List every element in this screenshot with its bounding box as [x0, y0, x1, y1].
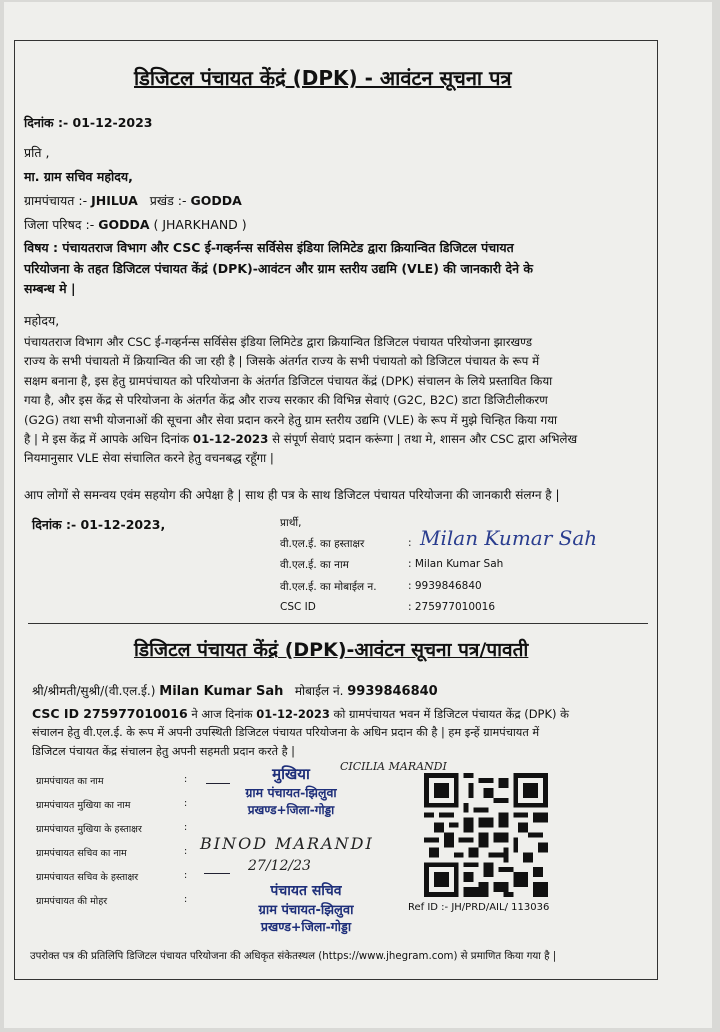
dash-mark: [204, 873, 230, 874]
district-line: [24, 216, 247, 233]
block-label: प्रखंड :-: [149, 193, 187, 208]
body-text: है | मे इस केंद्र में आपके अधिन दिनांक: [24, 432, 193, 447]
vle-signature: Milan Kumar Sah: [420, 526, 598, 550]
receipt-line4: डिजिटल पंचायत केंद्र संचालन हेतु अपनी सहमती प्रदान करते है |: [32, 745, 295, 758]
vle-mobile-label: वी.एल.ई. का मोबाईल न.: [280, 581, 377, 593]
receipt-text: को ग्रामपंचायत भवन में डिजिटल पंचायत केंद्र (DPK) के: [329, 707, 570, 721]
gp-label: ग्रामपंचायत :-: [24, 193, 88, 208]
closing-date: दिनांक :- 01-12-2023,: [32, 517, 166, 532]
vle-signature-label: वी.एल.ई. का हस्ताक्षर: [280, 538, 365, 550]
row-label: ग्रामपंचायत की मोहर: [36, 896, 108, 907]
mukhiya-stamp: [236, 764, 346, 818]
prati-text: प्रति ,: [24, 145, 50, 160]
row-colon: :: [184, 798, 188, 809]
body-line: पंचायतराज विभाग और CSC ई-गव्हर्नन्स सर्विसेस इंडिया लिमिटेड द्वारा क्रियान्वित डिजिटल पंचायत परियोजना झारखण्ड: [24, 335, 533, 349]
receipt-line2: [32, 706, 569, 722]
sachiv-stamp: [236, 881, 376, 935]
stamp-line: पंचायत सचिव: [270, 883, 342, 899]
letter-title: डिजिटल पंचायत केंद्रं (DPK) - आवंटन सूचना पत्र: [134, 66, 512, 90]
block-value: GODDA: [190, 193, 242, 208]
addressee: मा. ग्राम सचिव महोदय,: [24, 169, 133, 184]
stamp-line: ग्राम पंचायत-झिलुवा: [258, 903, 354, 918]
body-paragraph: [24, 333, 642, 469]
row-colon: :: [184, 774, 188, 785]
sachiv-name-handwritten: BINOD MARANDI: [200, 834, 374, 853]
csc-id-bold: CSC ID 275977010016: [32, 706, 188, 721]
row-label: ग्रामपंचायत का नाम: [36, 776, 104, 787]
district-value: GODDA: [98, 217, 150, 232]
subject-line: सम्बन्ध मे |: [24, 281, 76, 296]
row-label: ग्रामपंचायत सचिव का नाम: [36, 848, 127, 859]
qr-code-icon: [424, 773, 548, 897]
subject-line: परियोजना के तहत डिजिटल पंचायत केंद्रं (DPK)-आवंटन और ग्राम स्तरीय उद्यमि (VLE) की जानकारी देने के: [24, 260, 533, 276]
subject-line: विषय : पंचायतराज विभाग और CSC ई-गव्हर्नन्स सर्विसेस इंडिया लिमिटेड द्वारा क्रियान्वित डिजिटल पंचायत: [24, 240, 514, 255]
row-label: ग्रामपंचायत मुखिया का नाम: [36, 800, 131, 811]
vle-name-bold: Milan Kumar Sah: [159, 684, 284, 699]
vle-prefix: श्री/श्रीमती/सुश्री/(वी.एल.ई.): [32, 684, 156, 698]
gp-value: JHILUA: [91, 193, 138, 208]
body-line: सक्षम बनाना है, इस हेतु ग्रामपंचायत को परियोजना के अंतर्गत डिजिटल पंचायत केंद्रं (DPK) संचालन के लिये प्रस्तावित किया: [24, 373, 553, 388]
receipt-text: ने आज दिनांक: [187, 707, 257, 721]
row-colon: :: [184, 870, 188, 881]
body-line: (G2G) तथा सभी योजनाओं की सूचना और सेवा प्रदान करने हेतु ग्राम स्तरीय उद्यमि (VLE) के रूप में मुझे चिन्हित किया गया: [24, 412, 558, 427]
reference-id: Ref ID :- JH/PRD/AIL/ 113036: [408, 902, 550, 913]
row-colon: :: [184, 894, 188, 905]
receipt-line3: संचालन हेतु वी.एल.ई. के रूप में अपनी उपस्थिती डिजिटल पंचायत परियोजना के अधिन प्रदान की है | हम इन्हें ग्रामपंचायत में: [32, 726, 540, 739]
sachiv-signature: 27/12/23: [248, 858, 311, 874]
closing-line: आप लोगों से समन्वय एवंम सहयोग की अपेक्षा है | साथ ही पत्र के साथ डिजिटल पंचायत परियोजना की जानकारी संलग्न है |: [24, 488, 560, 502]
body-line-with-date: [24, 430, 642, 449]
stamp-line: मुखिया: [272, 765, 310, 783]
row-colon: :: [184, 846, 188, 857]
body-line: गया है, और इस केंद्र से परियोजना के अंतर्गत केंद्र और राज्य सरकार की विभिन्न सेवाएं (G2C, B2C) डाटा डिजिटीलीकरण: [24, 393, 548, 408]
dash-mark: [206, 783, 230, 784]
row-colon: :: [184, 822, 188, 833]
csc-id-label: CSC ID: [280, 601, 316, 613]
mukhiya-name-handwritten: CICILIA MARANDI: [340, 760, 447, 773]
stamp-line: प्रखण्ड+जिला-गोड्डा: [247, 803, 335, 817]
body-line: नियमानुसार VLE सेवा संचालित करने हेतु वचनबद्ध रहूँगा |: [24, 451, 274, 466]
vle-name: : Milan Kumar Sah: [408, 558, 504, 570]
stamp-line: ग्राम पंचायत-झिलुवा: [245, 785, 337, 800]
mobile-label: मोबाईल नं.: [294, 684, 344, 698]
service-date: 01-12-2023: [192, 432, 269, 447]
receipt-date: 01-12-2023: [256, 707, 330, 721]
receipt-title: डिजिटल पंचायत केंद्रं (DPK)-आवंटन सूचना पत्र/पावती: [134, 639, 529, 661]
subject-block: [24, 238, 644, 300]
body-line: राज्य के सभी पंचायतो में क्रियान्वित की जा रही है | जिसके अंतर्गत राज्य के सभी पंचायतो को डिजिटल पंचायत के रूप में: [24, 354, 540, 369]
row-label: ग्रामपंचायत सचिव के हस्ताक्षर: [36, 872, 139, 883]
state-value: ( JHARKHAND ): [153, 217, 247, 232]
section-divider: [28, 623, 648, 624]
gram-panchayat-line: [24, 192, 242, 209]
footer-note: उपरोक्त पत्र की प्रतिलिपि डिजिटल पंचायत परियोजना की अधिकृत संकेतस्थल (https://www.jhegram.com) से प्रमाणित किया गया है |: [30, 951, 557, 962]
stamp-line: प्रखण्ड+जिला-गोड्डा: [260, 919, 352, 934]
vle-mobile: : 9939846840: [408, 580, 482, 592]
mobile-value: 9939846840: [347, 684, 438, 699]
applicant-label: प्रार्थी,: [280, 517, 302, 529]
district-label: जिला परिषद :-: [24, 217, 95, 232]
row-label: ग्रामपंचायत मुखिया के हस्ताक्षर: [36, 824, 142, 835]
csc-id-value: : 275977010016: [408, 601, 496, 613]
body-text: से संपूर्ण सेवाएं प्रदान करूंगा | तथा मे, शासन और CSC द्वारा अभिलेख: [268, 432, 578, 447]
receipt-vle-line: [32, 682, 438, 699]
salutation: महोदय,: [24, 313, 60, 328]
colon: :: [408, 537, 412, 549]
letter-date: दिनांक :- 01-12-2023: [24, 115, 153, 130]
vle-name-label: वी.एल.ई. का नाम: [280, 559, 349, 571]
